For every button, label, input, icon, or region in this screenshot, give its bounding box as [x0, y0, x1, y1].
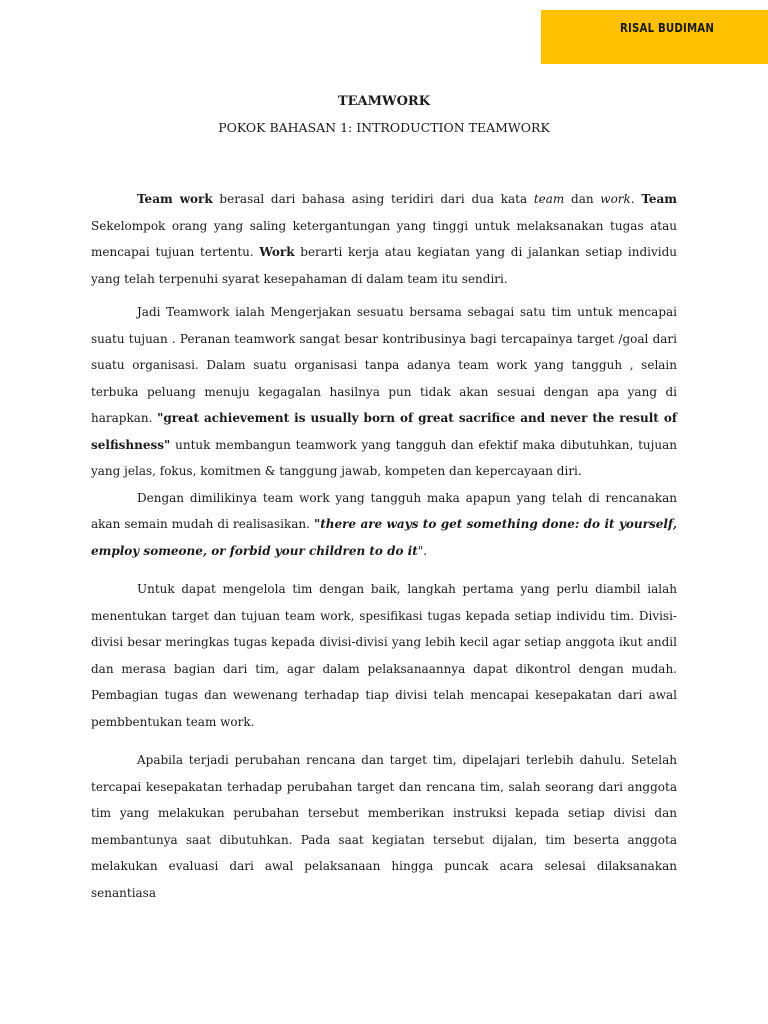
document-subtitle: POKOK BAHASAN 1: INTRODUCTION TEAMWORK	[218, 120, 550, 135]
paragraph-1-text-c: Sekelompok orang yang saling ketergantungan yang tinggi untuk melaksanakan tugas atau mencapai tujuan tertentu.	[91, 218, 677, 259]
paragraph-5: Apabila terjadi perubahan rencana dan target tim, dipelajari terlebih dahulu. Setelah tercapai kesepakatan terhadap perubahan target dan rencana tim, salah seorang dari anggota tim yang melakukan perubahan tersebut memberikan instruksi kepada setiap divisi dan membantunya saat dibutuhkan. Pada saat kegiatan tersebut dijalan, tim beserta anggota melakukan evaluasi dari awal pelaksanaan hingga puncak acara selesai dilaksanakan senantiasa	[91, 753, 677, 900]
paragraph-4: Untuk dapat mengelola tim dengan baik, langkah pertama yang perlu diambil ialah menentukan target dan tujuan team work, spesifikasi tugas kepada setiap individu tim. Divisi-divisi besar meringkas tugas kepada divisi-divisi yang lebih kecil agar setiap anggota ikut andil dan merasa bagian dari tim, agar dalam pelaksanaannya dapat dikontrol dengan mudah. Pembagian tugas dan wewenang terhadap tiap divisi telah mencapai kesepakatan dari awal pembbentukan team work.	[91, 582, 677, 729]
author-banner	[541, 10, 768, 64]
term-team-italic: team	[533, 192, 565, 206]
paragraph-3	[91, 485, 677, 565]
document-body	[91, 186, 677, 906]
term-work-italic: work.	[600, 192, 635, 206]
quote-ways-to-get-done: "there are ways to get something done: do it yourself, employ someone, or forbid your children to do it	[91, 517, 677, 558]
paragraph-2-text-a: Jadi Teamwork ialah Mengerjakan sesuatu bersama sebagai satu tim untuk mencapai suatu tujuan . Peranan teamwork sangat besar kontribusinya bagi tercapainya target /goal dari suatu organisasi. Dalam suatu organisasi tanpa adanya team work yang tangguh , selain terbuka peluang menuju kegagalan hasilnya pun tidak akan sesuai dengan apa yang di harapkan.	[91, 305, 677, 425]
paragraph-2	[91, 299, 677, 485]
paragraph-2-text-b: untuk membangun teamwork yang tangguh dan efektif maka dibutuhkan, tujuan yang jelas, fokus, komitmen & tanggung jawab, kompeten dan kepercayaan diri.	[91, 437, 677, 478]
paragraph-3-text-a: Dengan dimilikinya team work yang tangguh maka apapun yang telah di rencanakan akan semain mudah di realisasikan.	[91, 490, 677, 531]
quote-great-achievement: "great achievement is usually born of great sacrifice and never the result of selfishness"	[91, 411, 677, 452]
paragraph-1-text-b: dan	[564, 192, 601, 206]
paragraph-3-text-b: ".	[417, 543, 428, 558]
author-name: RISAL BUDIMAN	[620, 21, 715, 35]
term-team-work: Team work	[137, 192, 213, 206]
document-title: TEAMWORK	[337, 94, 431, 109]
paragraph-1-text-d: berarti kerja atau kegiatan yang di jalankan setiap individu yang telah terpenuhi syarat kesepahaman di dalam team itu sendiri.	[91, 245, 677, 286]
paragraph-1-text-a: berasal dari bahasa asing teridiri dari dua kata	[212, 192, 534, 206]
term-work: Work	[259, 245, 295, 259]
term-team: Team	[641, 192, 678, 206]
paragraph-1	[91, 186, 677, 292]
